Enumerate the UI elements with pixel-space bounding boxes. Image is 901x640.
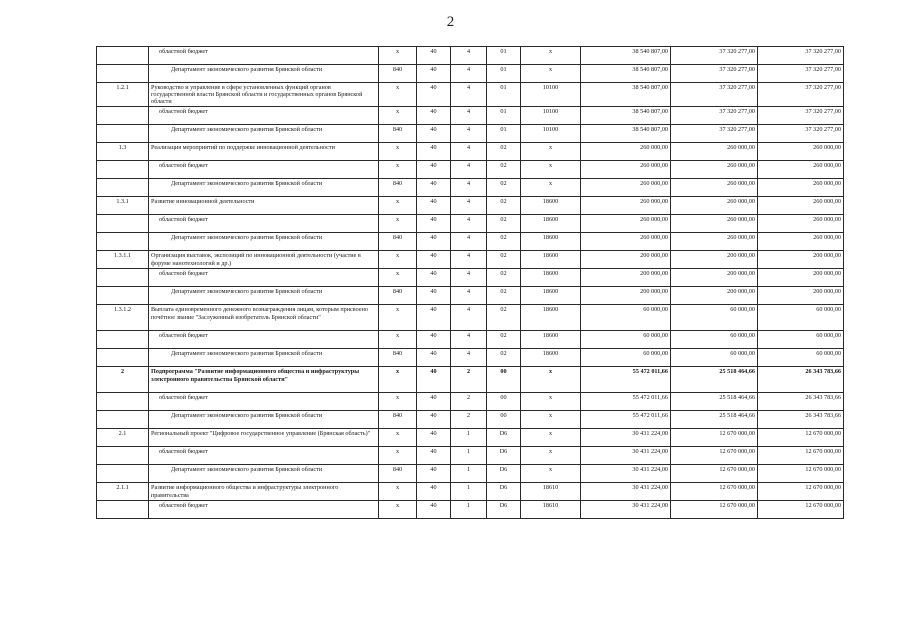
- table-row: [97, 447, 844, 465]
- subprogram-code-cell: 1: [451, 483, 487, 501]
- direction-code-cell: 18600: [521, 349, 581, 367]
- amount-year3-cell: 60 000,00: [758, 349, 844, 367]
- program-code-cell: 40: [417, 393, 451, 411]
- row-number-cell: 1.3: [97, 143, 149, 161]
- program-code-cell: 40: [417, 83, 451, 107]
- event-code-cell: 02: [487, 331, 521, 349]
- table-row: [97, 269, 844, 287]
- grbs-code-cell: х: [379, 83, 417, 107]
- grbs-code-cell: х: [379, 501, 417, 519]
- subprogram-code-cell: 4: [451, 143, 487, 161]
- row-number-cell: [97, 65, 149, 83]
- direction-code-cell: 18600: [521, 197, 581, 215]
- amount-year3-cell: 60 000,00: [758, 331, 844, 349]
- row-name-cell: Департамент экономического развития Брянской области: [149, 287, 379, 305]
- amount-year1-cell: 38 540 807,00: [581, 83, 671, 107]
- table-row: [97, 305, 844, 331]
- table-row: [97, 483, 844, 501]
- amount-year1-cell: 60 000,00: [581, 305, 671, 331]
- grbs-code-cell: х: [379, 215, 417, 233]
- row-number-cell: [97, 349, 149, 367]
- subprogram-code-cell: 1: [451, 447, 487, 465]
- program-code-cell: 40: [417, 65, 451, 83]
- amount-year1-cell: 38 540 807,00: [581, 47, 671, 65]
- amount-year1-cell: 260 000,00: [581, 179, 671, 197]
- program-code-cell: 40: [417, 429, 451, 447]
- row-name-cell: Департамент экономического развития Брянской области: [149, 349, 379, 367]
- row-number-cell: [97, 447, 149, 465]
- direction-code-cell: х: [521, 161, 581, 179]
- event-code-cell: 02: [487, 233, 521, 251]
- row-name-cell: Развитие инновационной деятельности: [149, 197, 379, 215]
- direction-code-cell: х: [521, 447, 581, 465]
- event-code-cell: 01: [487, 107, 521, 125]
- program-code-cell: 40: [417, 367, 451, 393]
- row-name-cell: областной бюджет: [149, 269, 379, 287]
- program-code-cell: 40: [417, 287, 451, 305]
- subprogram-code-cell: 4: [451, 83, 487, 107]
- program-code-cell: 40: [417, 349, 451, 367]
- amount-year1-cell: 260 000,00: [581, 215, 671, 233]
- amount-year3-cell: 260 000,00: [758, 161, 844, 179]
- row-number-cell: [97, 125, 149, 143]
- event-code-cell: D6: [487, 501, 521, 519]
- program-code-cell: 40: [417, 483, 451, 501]
- grbs-code-cell: х: [379, 447, 417, 465]
- row-number-cell: 1.3.1: [97, 197, 149, 215]
- table-row: [97, 215, 844, 233]
- grbs-code-cell: 840: [379, 233, 417, 251]
- direction-code-cell: 18600: [521, 331, 581, 349]
- amount-year2-cell: 37 320 277,00: [671, 83, 758, 107]
- amount-year2-cell: 260 000,00: [671, 179, 758, 197]
- table-row: [97, 287, 844, 305]
- event-code-cell: 02: [487, 179, 521, 197]
- row-name-cell: Руководство и управление в сфере установленных функций органов государственной власти Брянской области и государственных органов Брянской области: [149, 83, 379, 107]
- amount-year1-cell: 55 472 011,66: [581, 393, 671, 411]
- row-number-cell: [97, 465, 149, 483]
- amount-year3-cell: 37 320 277,00: [758, 125, 844, 143]
- table-row: [97, 233, 844, 251]
- row-name-cell: областной бюджет: [149, 447, 379, 465]
- program-code-cell: 40: [417, 331, 451, 349]
- direction-code-cell: х: [521, 465, 581, 483]
- amount-year1-cell: 200 000,00: [581, 269, 671, 287]
- row-number-cell: 2.1: [97, 429, 149, 447]
- program-code-cell: 40: [417, 197, 451, 215]
- amount-year2-cell: 60 000,00: [671, 349, 758, 367]
- row-name-cell: Подпрограмма "Развитие информационного общества и инфраструктуры электронного правительства Брянской области": [149, 367, 379, 393]
- row-number-cell: [97, 47, 149, 65]
- amount-year1-cell: 260 000,00: [581, 161, 671, 179]
- amount-year2-cell: 260 000,00: [671, 215, 758, 233]
- grbs-code-cell: х: [379, 251, 417, 269]
- row-name-cell: областной бюджет: [149, 393, 379, 411]
- table-row: [97, 179, 844, 197]
- program-code-cell: 40: [417, 161, 451, 179]
- event-code-cell: 02: [487, 305, 521, 331]
- amount-year3-cell: 26 343 783,66: [758, 367, 844, 393]
- event-code-cell: D6: [487, 447, 521, 465]
- table-row: [97, 83, 844, 107]
- amount-year1-cell: 60 000,00: [581, 331, 671, 349]
- subprogram-code-cell: 4: [451, 331, 487, 349]
- table-row: [97, 47, 844, 65]
- program-code-cell: 40: [417, 305, 451, 331]
- amount-year2-cell: 260 000,00: [671, 197, 758, 215]
- event-code-cell: 02: [487, 197, 521, 215]
- program-code-cell: 40: [417, 125, 451, 143]
- amount-year3-cell: 260 000,00: [758, 179, 844, 197]
- table-row: [97, 465, 844, 483]
- amount-year2-cell: 60 000,00: [671, 305, 758, 331]
- program-code-cell: 40: [417, 233, 451, 251]
- row-number-cell: [97, 393, 149, 411]
- subprogram-code-cell: 4: [451, 287, 487, 305]
- program-code-cell: 40: [417, 269, 451, 287]
- program-code-cell: 40: [417, 465, 451, 483]
- subprogram-code-cell: 4: [451, 215, 487, 233]
- event-code-cell: D6: [487, 483, 521, 501]
- subprogram-code-cell: 4: [451, 161, 487, 179]
- table-row: [97, 367, 844, 393]
- amount-year1-cell: 38 540 807,00: [581, 65, 671, 83]
- amount-year2-cell: 260 000,00: [671, 233, 758, 251]
- amount-year3-cell: 12 670 000,00: [758, 483, 844, 501]
- row-name-cell: Реализация мероприятий по поддержке инновационной деятельности: [149, 143, 379, 161]
- table-row: [97, 429, 844, 447]
- amount-year1-cell: 200 000,00: [581, 287, 671, 305]
- table-row: [97, 393, 844, 411]
- grbs-code-cell: 840: [379, 287, 417, 305]
- amount-year3-cell: 260 000,00: [758, 197, 844, 215]
- amount-year1-cell: 30 431 224,00: [581, 465, 671, 483]
- amount-year3-cell: 26 343 783,66: [758, 411, 844, 429]
- row-name-cell: Департамент экономического развития Брянской области: [149, 65, 379, 83]
- amount-year2-cell: 12 670 000,00: [671, 501, 758, 519]
- subprogram-code-cell: 4: [451, 251, 487, 269]
- row-number-cell: [97, 287, 149, 305]
- row-name-cell: областной бюджет: [149, 47, 379, 65]
- amount-year1-cell: 38 540 807,00: [581, 107, 671, 125]
- event-code-cell: 02: [487, 349, 521, 367]
- direction-code-cell: 18610: [521, 501, 581, 519]
- amount-year2-cell: 200 000,00: [671, 269, 758, 287]
- grbs-code-cell: 840: [379, 411, 417, 429]
- amount-year3-cell: 260 000,00: [758, 233, 844, 251]
- direction-code-cell: х: [521, 429, 581, 447]
- row-name-cell: Развитие информационного общества и инфраструктуры электронного правительства: [149, 483, 379, 501]
- program-code-cell: 40: [417, 411, 451, 429]
- amount-year1-cell: 260 000,00: [581, 143, 671, 161]
- table-row: [97, 331, 844, 349]
- amount-year2-cell: 25 518 464,66: [671, 411, 758, 429]
- row-name-cell: Организация выставок, экспозиций по инновационной деятельности (участие в форуме нанотехнологий и др.): [149, 251, 379, 269]
- grbs-code-cell: х: [379, 161, 417, 179]
- subprogram-code-cell: 4: [451, 47, 487, 65]
- amount-year3-cell: 12 670 000,00: [758, 465, 844, 483]
- amount-year1-cell: 30 431 224,00: [581, 429, 671, 447]
- amount-year2-cell: 200 000,00: [671, 287, 758, 305]
- row-name-cell: Региональный проект "Цифровое государственное управление (Брянская область)": [149, 429, 379, 447]
- direction-code-cell: 18600: [521, 269, 581, 287]
- program-code-cell: 40: [417, 143, 451, 161]
- grbs-code-cell: х: [379, 429, 417, 447]
- amount-year1-cell: 55 472 011,66: [581, 367, 671, 393]
- direction-code-cell: 18610: [521, 483, 581, 501]
- amount-year2-cell: 12 670 000,00: [671, 465, 758, 483]
- amount-year3-cell: 12 670 000,00: [758, 429, 844, 447]
- grbs-code-cell: х: [379, 269, 417, 287]
- row-number-cell: 1.2.1: [97, 83, 149, 107]
- row-number-cell: 1.3.1.1: [97, 251, 149, 269]
- table-row: [97, 501, 844, 519]
- subprogram-code-cell: 4: [451, 125, 487, 143]
- program-code-cell: 40: [417, 501, 451, 519]
- row-number-cell: [97, 501, 149, 519]
- row-number-cell: [97, 411, 149, 429]
- amount-year1-cell: 38 540 807,00: [581, 125, 671, 143]
- event-code-cell: 02: [487, 143, 521, 161]
- row-number-cell: [97, 215, 149, 233]
- event-code-cell: 00: [487, 367, 521, 393]
- subprogram-code-cell: 1: [451, 501, 487, 519]
- grbs-code-cell: 840: [379, 349, 417, 367]
- amount-year3-cell: 37 320 277,00: [758, 65, 844, 83]
- subprogram-code-cell: 4: [451, 197, 487, 215]
- row-number-cell: [97, 179, 149, 197]
- direction-code-cell: х: [521, 393, 581, 411]
- grbs-code-cell: 840: [379, 65, 417, 83]
- row-number-cell: [97, 331, 149, 349]
- grbs-code-cell: х: [379, 367, 417, 393]
- amount-year3-cell: 200 000,00: [758, 287, 844, 305]
- amount-year3-cell: 260 000,00: [758, 143, 844, 161]
- amount-year1-cell: 30 431 224,00: [581, 483, 671, 501]
- grbs-code-cell: х: [379, 107, 417, 125]
- table-row: [97, 161, 844, 179]
- row-name-cell: Департамент экономического развития Брянской области: [149, 411, 379, 429]
- amount-year1-cell: 200 000,00: [581, 251, 671, 269]
- table-row: [97, 349, 844, 367]
- amount-year2-cell: 260 000,00: [671, 143, 758, 161]
- grbs-code-cell: х: [379, 305, 417, 331]
- direction-code-cell: 18600: [521, 305, 581, 331]
- program-code-cell: 40: [417, 251, 451, 269]
- direction-code-cell: 10100: [521, 83, 581, 107]
- subprogram-code-cell: 1: [451, 465, 487, 483]
- table-row: [97, 125, 844, 143]
- program-code-cell: 40: [417, 107, 451, 125]
- grbs-code-cell: 840: [379, 125, 417, 143]
- event-code-cell: 02: [487, 215, 521, 233]
- event-code-cell: 02: [487, 269, 521, 287]
- direction-code-cell: х: [521, 367, 581, 393]
- amount-year3-cell: 12 670 000,00: [758, 501, 844, 519]
- page-number: 2: [446, 14, 455, 30]
- row-name-cell: областной бюджет: [149, 501, 379, 519]
- amount-year3-cell: 37 320 277,00: [758, 83, 844, 107]
- subprogram-code-cell: 4: [451, 179, 487, 197]
- event-code-cell: 00: [487, 393, 521, 411]
- amount-year2-cell: 37 320 277,00: [671, 107, 758, 125]
- row-name-cell: областной бюджет: [149, 215, 379, 233]
- row-number-cell: [97, 233, 149, 251]
- grbs-code-cell: 840: [379, 465, 417, 483]
- subprogram-code-cell: 2: [451, 411, 487, 429]
- direction-code-cell: х: [521, 65, 581, 83]
- program-code-cell: 40: [417, 47, 451, 65]
- subprogram-code-cell: 2: [451, 367, 487, 393]
- grbs-code-cell: х: [379, 143, 417, 161]
- direction-code-cell: х: [521, 47, 581, 65]
- row-number-cell: [97, 161, 149, 179]
- direction-code-cell: 10100: [521, 107, 581, 125]
- subprogram-code-cell: 2: [451, 393, 487, 411]
- row-name-cell: областной бюджет: [149, 107, 379, 125]
- amount-year3-cell: 37 320 277,00: [758, 107, 844, 125]
- subprogram-code-cell: 4: [451, 349, 487, 367]
- amount-year2-cell: 37 320 277,00: [671, 65, 758, 83]
- table-row: [97, 251, 844, 269]
- event-code-cell: D6: [487, 465, 521, 483]
- program-code-cell: 40: [417, 215, 451, 233]
- amount-year1-cell: 30 431 224,00: [581, 447, 671, 465]
- direction-code-cell: 18600: [521, 215, 581, 233]
- row-name-cell: Выплата единовременного денежного вознаграждения лицам, которым присвоено почётное звание "Заслуженный изобретатель Брянской области": [149, 305, 379, 331]
- event-code-cell: 02: [487, 161, 521, 179]
- program-code-cell: 40: [417, 447, 451, 465]
- amount-year2-cell: 37 320 277,00: [671, 47, 758, 65]
- table-row: [97, 107, 844, 125]
- direction-code-cell: х: [521, 143, 581, 161]
- grbs-code-cell: х: [379, 483, 417, 501]
- budget-table: [96, 46, 844, 519]
- event-code-cell: 01: [487, 47, 521, 65]
- row-name-cell: Департамент экономического развития Брянской области: [149, 465, 379, 483]
- amount-year3-cell: 37 320 277,00: [758, 47, 844, 65]
- table-row: [97, 197, 844, 215]
- amount-year2-cell: 200 000,00: [671, 251, 758, 269]
- grbs-code-cell: 840: [379, 179, 417, 197]
- amount-year3-cell: 260 000,00: [758, 215, 844, 233]
- row-number-cell: [97, 107, 149, 125]
- amount-year2-cell: 37 320 277,00: [671, 125, 758, 143]
- direction-code-cell: х: [521, 179, 581, 197]
- row-name-cell: областной бюджет: [149, 331, 379, 349]
- table-row: [97, 65, 844, 83]
- row-name-cell: Департамент экономического развития Брянской области: [149, 233, 379, 251]
- direction-code-cell: 18600: [521, 251, 581, 269]
- table-row: [97, 143, 844, 161]
- event-code-cell: 01: [487, 83, 521, 107]
- grbs-code-cell: х: [379, 47, 417, 65]
- amount-year2-cell: 25 518 464,66: [671, 367, 758, 393]
- amount-year2-cell: 12 670 000,00: [671, 447, 758, 465]
- amount-year2-cell: 25 518 464,66: [671, 393, 758, 411]
- amount-year3-cell: 26 343 783,66: [758, 393, 844, 411]
- amount-year3-cell: 60 000,00: [758, 305, 844, 331]
- amount-year1-cell: 55 472 011,66: [581, 411, 671, 429]
- amount-year2-cell: 12 670 000,00: [671, 429, 758, 447]
- amount-year1-cell: 260 000,00: [581, 197, 671, 215]
- event-code-cell: 00: [487, 411, 521, 429]
- amount-year2-cell: 260 000,00: [671, 161, 758, 179]
- subprogram-code-cell: 4: [451, 305, 487, 331]
- amount-year1-cell: 260 000,00: [581, 233, 671, 251]
- amount-year3-cell: 12 670 000,00: [758, 447, 844, 465]
- subprogram-code-cell: 4: [451, 233, 487, 251]
- amount-year3-cell: 200 000,00: [758, 269, 844, 287]
- event-code-cell: D6: [487, 429, 521, 447]
- direction-code-cell: 10100: [521, 125, 581, 143]
- row-number-cell: 1.3.1.2: [97, 305, 149, 331]
- event-code-cell: 02: [487, 287, 521, 305]
- row-number-cell: 2.1.1: [97, 483, 149, 501]
- amount-year1-cell: 60 000,00: [581, 349, 671, 367]
- program-code-cell: 40: [417, 179, 451, 197]
- row-name-cell: Департамент экономического развития Брянской области: [149, 125, 379, 143]
- row-number-cell: 2: [97, 367, 149, 393]
- direction-code-cell: 18600: [521, 287, 581, 305]
- table-body: [97, 47, 844, 519]
- row-name-cell: областной бюджет: [149, 161, 379, 179]
- direction-code-cell: 18600: [521, 233, 581, 251]
- grbs-code-cell: х: [379, 393, 417, 411]
- grbs-code-cell: х: [379, 331, 417, 349]
- subprogram-code-cell: 1: [451, 429, 487, 447]
- subprogram-code-cell: 4: [451, 269, 487, 287]
- event-code-cell: 01: [487, 125, 521, 143]
- event-code-cell: 01: [487, 65, 521, 83]
- amount-year3-cell: 200 000,00: [758, 251, 844, 269]
- subprogram-code-cell: 4: [451, 107, 487, 125]
- grbs-code-cell: х: [379, 197, 417, 215]
- direction-code-cell: х: [521, 411, 581, 429]
- table-row: [97, 411, 844, 429]
- amount-year2-cell: 60 000,00: [671, 331, 758, 349]
- subprogram-code-cell: 4: [451, 65, 487, 83]
- row-name-cell: Департамент экономического развития Брянской области: [149, 179, 379, 197]
- row-number-cell: [97, 269, 149, 287]
- amount-year1-cell: 30 431 224,00: [581, 501, 671, 519]
- amount-year2-cell: 12 670 000,00: [671, 483, 758, 501]
- event-code-cell: 02: [487, 251, 521, 269]
